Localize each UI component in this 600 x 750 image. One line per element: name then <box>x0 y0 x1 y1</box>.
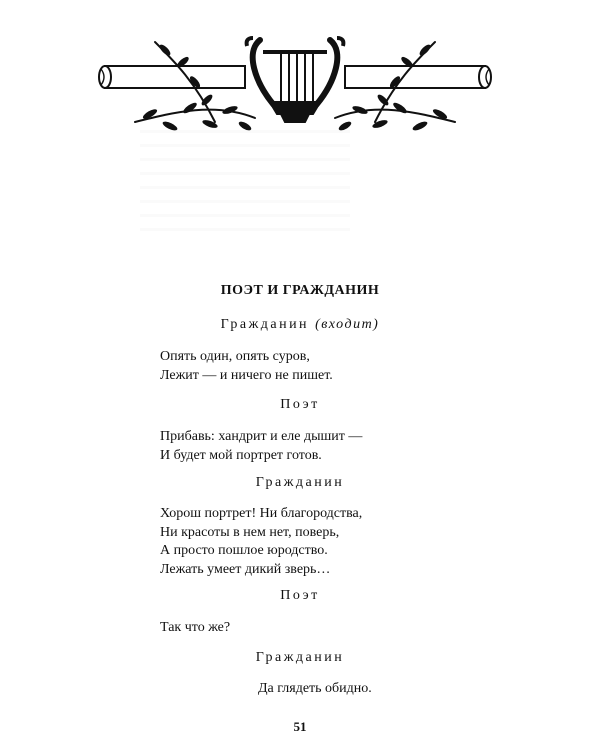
speaker-heading <box>0 317 600 333</box>
speaker-heading <box>0 650 600 666</box>
stage-direction: (входит) <box>315 317 380 332</box>
verse-line: Прибавь: хандрит и еле дышит — <box>160 429 363 444</box>
speaker-name: Поэт <box>280 397 320 412</box>
verse-line: А просто пошлое юродство. <box>160 543 328 558</box>
verse-line: Ни красоты в нем нет, поверь, <box>160 524 340 540</box>
verse-line: Хорош портрет! Ни благородства, <box>160 506 363 521</box>
speaker-name: Гражданин <box>220 317 310 332</box>
speaker-name: Поэт <box>280 588 320 603</box>
poem-title: ПОЭТ И ГРАЖДАНИН <box>220 283 380 298</box>
verse-line: Лежать умеет дикий зверь… <box>160 561 331 577</box>
lyre-ornament-icon <box>95 22 495 140</box>
verse-line: И будет мой портрет готов. <box>160 447 322 463</box>
stanza <box>160 348 333 385</box>
stanza <box>160 505 362 579</box>
speaker-heading <box>0 475 600 491</box>
verse-line: Лежит — и ничего не пишет. <box>160 367 333 383</box>
speaker-heading <box>0 588 600 604</box>
page-number: 51 <box>293 719 307 734</box>
verse-line: Да глядеть обидно. <box>258 681 372 696</box>
speaker-heading <box>0 397 600 413</box>
speaker-name: Гражданин <box>255 650 345 665</box>
stanza <box>160 619 230 638</box>
verse-line: Так что же? <box>160 620 231 635</box>
speaker-name: Гражданин <box>255 475 345 490</box>
stanza <box>160 428 362 465</box>
stanza <box>258 680 372 699</box>
verse-line: Опять один, опять суров, <box>160 349 310 364</box>
